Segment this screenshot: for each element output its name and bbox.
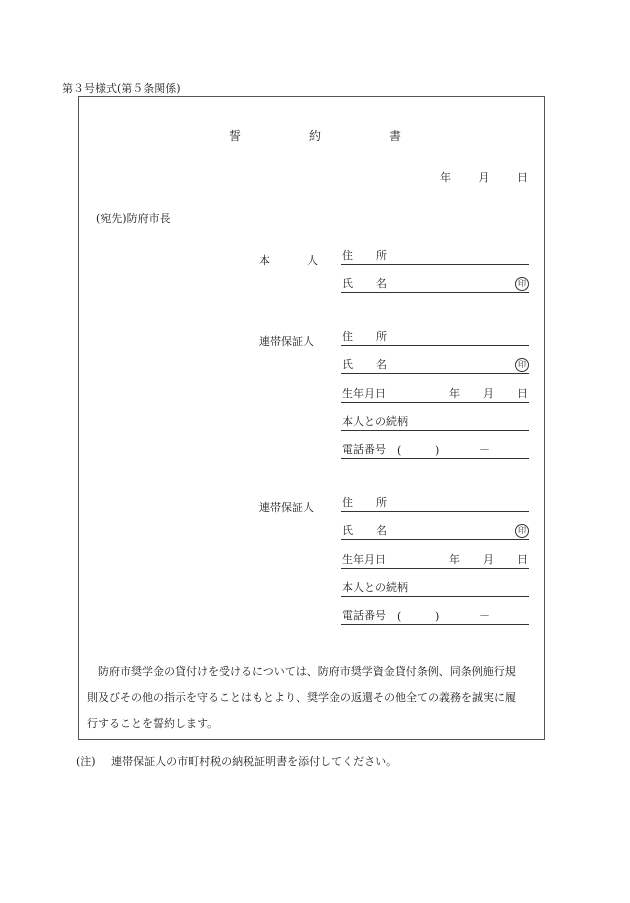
guarantor-2-phone-close: ) [435,610,440,623]
seal-icon: 印 [515,358,529,372]
guarantor-2-name-label-2: 名 [376,524,387,537]
guarantor-2-relation-field[interactable] [341,581,529,597]
principal-address-label-2: 所 [376,249,387,262]
guarantor-1-birthdate-label: 生年月日 [342,387,386,400]
guarantor-1-address-label-2: 所 [376,330,387,343]
guarantor-1-phone-dash: － [479,443,490,456]
guarantor-2-phone-label: 電話番号 [342,609,386,622]
footnote [76,753,409,769]
guarantor-2-name-label-1: 氏 [342,524,353,537]
guarantor-2-address-label-2: 所 [376,496,387,509]
date-year-unit: 年 [440,171,451,184]
guarantor-1-relation-label: 本人との続柄 [342,415,408,428]
principal-address-field[interactable] [341,249,529,265]
principal-name-field[interactable] [341,277,529,293]
title-char-3: 書 [389,129,402,143]
form-number: 第３号様式(第５条関係) [62,82,181,95]
pledge-line-1: 防府市奨学金の貸付けを受けるについては、防府市奨学資金貸付条例、同条例施行規 [87,665,516,678]
guarantor-1-birth-year-unit: 年 [449,387,460,400]
addressee: (宛先)防府市長 [96,212,171,225]
guarantor-2-phone-open: ( [397,610,402,623]
guarantor-1-birth-day-unit: 日 [517,387,528,400]
guarantor-2-phone-field[interactable] [341,609,529,625]
title-char-1: 誓 [229,129,242,143]
seal-icon: 印 [515,524,529,538]
pledge-form [78,96,545,740]
guarantor-2-role-label: 連帯保証人 [259,501,314,514]
guarantor-1-phone-open: ( [397,444,402,457]
title-char-2: 約 [309,129,322,143]
principal-name-label-1: 氏 [342,277,353,290]
guarantor-1-address-label-1: 住 [342,330,353,343]
guarantor-1-role-label: 連帯保証人 [259,335,314,348]
footnote-text: 連帯保証人の市町村税の納税証明書を添付してください。 [111,755,398,768]
date-line [416,169,528,185]
pledge-statement [87,659,539,737]
guarantor-1-name-field[interactable] [341,358,529,374]
guarantor-1-phone-close: ) [435,444,440,457]
pledge-line-3: 行することを誓約します。 [87,717,219,730]
guarantor-2-name-field[interactable] [341,524,529,540]
principal-role-char-1: 本 [259,254,270,267]
guarantor-1-birth-month-unit: 月 [483,387,494,400]
guarantor-2-birthdate-label: 生年月日 [342,553,386,566]
principal-role-char-2: 人 [307,254,318,267]
pledge-line-2: 則及びその他の指示を守ることはもとより、奨学金の返還その他全ての義務を誠実に履 [87,691,516,704]
principal-name-label-2: 名 [376,277,387,290]
guarantor-1-relation-field[interactable] [341,415,529,431]
guarantor-1-birthdate-field[interactable] [341,387,529,403]
guarantor-1-name-label-2: 名 [376,358,387,371]
date-month-unit: 月 [478,171,490,184]
footnote-marker: (注) [76,755,96,768]
guarantor-2-birthdate-field[interactable] [341,553,529,569]
guarantor-1-phone-field[interactable] [341,443,529,459]
guarantor-1-address-field[interactable] [341,330,529,346]
guarantor-1-name-label-1: 氏 [342,358,353,371]
guarantor-2-birth-day-unit: 日 [517,553,528,566]
principal-address-label-1: 住 [342,249,353,262]
guarantor-2-address-field[interactable] [341,496,529,512]
seal-icon: 印 [515,277,529,291]
guarantor-2-birth-month-unit: 月 [483,553,494,566]
date-day-unit: 日 [517,171,528,184]
guarantor-2-address-label-1: 住 [342,496,353,509]
guarantor-2-relation-label: 本人との続柄 [342,581,408,594]
guarantor-2-phone-dash: － [479,609,490,622]
guarantor-1-phone-label: 電話番号 [342,443,386,456]
guarantor-2-birth-year-unit: 年 [449,553,460,566]
